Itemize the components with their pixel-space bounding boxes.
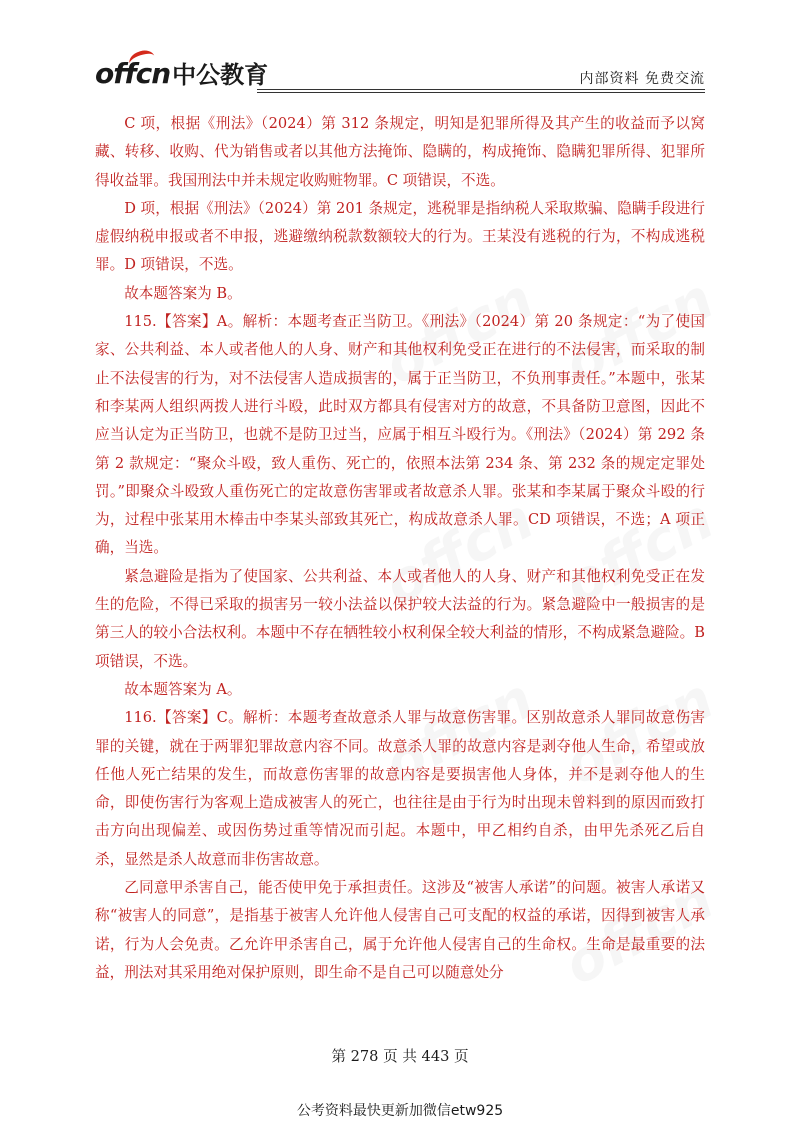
- paragraph: C 项，根据《刑法》（2024）第 312 条规定，明知是犯罪所得及其产生的收益而予以窝藏、转移、收购、代为销售或者以其他方法掩饰、隐瞒的，构成掩饰、隐瞒犯罪所得、犯罪所得收益罪。我国刑法中并未规定收购赃物罪。C 项错误，不选。: [95, 115, 705, 189]
- header-divider: [257, 92, 705, 93]
- paragraph: 116.【答案】C。解析：本题考查故意杀人罪与故意伤害罪。区别故意杀人罪同故意伤害罪的关键，就在于两罪犯罪故意内容不同。故意杀人罪的故意内容是剥夺他人生命，希望或放任他人死亡结果的发生，而故意伤害罪的故意内容是要损害他人身体，并不是剥夺他人的生命，即使伤害行为客观上造成被害人的死亡，也往往是由于行为时出现未曾料到的原因而致打击方向出现偏差、或因伤势过重等情况而引起。本题中，甲乙相约自杀，由甲先杀死乙后自杀，显然是杀人故意而非伤害故意。: [95, 709, 705, 868]
- document-body: [95, 110, 705, 987]
- header-tagline: 内部资料 免费交流: [579, 71, 705, 87]
- header-divider: [257, 89, 705, 90]
- paragraph: 紧急避险是指为了使国家、公共利益、本人或者他人的人身、财产和其他权利免受正在发生的危险，不得已采取的损害另一较小法益以保护较大法益的行为。紧急避险中一般损害的是第三人的较小合法权利。本题中不存在牺牲较小权利保全较大利益的情形，不构成紧急避险。B 项错误，不选。: [95, 567, 705, 670]
- logo-wordmark: offcn: [95, 57, 170, 90]
- logo-chinese: 中公教育: [172, 61, 269, 89]
- paragraph: 乙同意甲杀害自己，能否使甲免于承担责任。这涉及“被害人承诺”的问题。被害人承诺又称“被害人的同意”，是指基于被害人允许他人侵害自己可支配的权益的承诺，因得到被害人承诺，行为人会免责。乙允许甲杀害自己，属于允许他人侵害自己的生命权。生命是最重要的法益，刑法对其采用绝对保护原则，即生命不是自己可以随意处分: [95, 879, 705, 981]
- footer-note: 公考资料最快更新加微信etw925: [296, 1103, 504, 1119]
- paragraph: D 项，根据《刑法》（2024）第 201 条规定，逃税罪是指纳税人采取欺骗、隐瞒手段进行虚假纳税申报或者不申报，逃避缴纳税款数额较大的行为。王某没有逃税的行为，不构成逃税罪。D 项错误，不选。: [95, 199, 705, 274]
- page-header: [95, 55, 705, 95]
- page-number: 第 278 页 共 443 页: [331, 1048, 469, 1065]
- paragraph: 115.【答案】A。解析：本题考查正当防卫。《刑法》（2024）第 20 条规定：“为了使国家、公共利益、本人或者他人的人身、财产和其他权利免受正在进行的不法侵害，而采取的制止不法侵害的行为，对不法侵害人造成损害的，属于正当防卫，不负刑事责任。”本题中，张某和李某两人组织两拨人进行斗殴，此时双方都具有侵害对方的故意，不具备防卫意图，因此不应当认定为正当防卫，也就不是防卫过当，应属于相互斗殴行为。《刑法》（2024）第 292 条第 2 款规定：“聚众斗殴，致人重伤、死亡的，依照本法第 234 条、第 232 条的规定定罪处罚。”即聚众斗殴致人重伤死亡的定故意伤害罪或者故意杀人罪。张某和李某属于聚众斗殴的行为，过程中张某用木棒击中李某头部致其死亡，构成故意杀人罪。CD 项错误，不选；A 项正确，当选。: [95, 313, 705, 557]
- offcn-logo: [95, 55, 268, 90]
- paragraph: 故本题答案为 A。: [124, 680, 242, 698]
- paragraph: 故本题答案为 B。: [124, 284, 242, 302]
